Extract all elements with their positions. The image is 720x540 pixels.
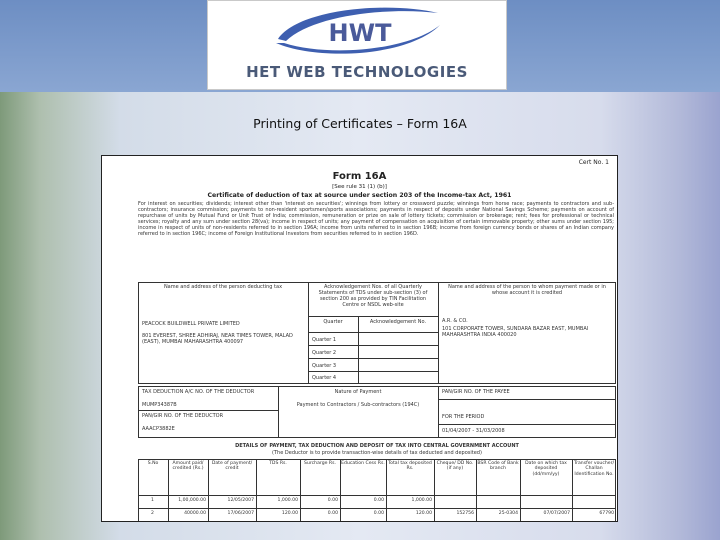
- certificate-title: Certificate of deduction of tax at source under section 203 of the Income-tax Act, 1961: [207, 192, 512, 199]
- pan-deductor-value: AAACP3882E: [142, 426, 175, 432]
- nature-value: Payment to Contractors / Sub-contractors (194C): [296, 402, 420, 408]
- table-header-divider: [138, 495, 616, 496]
- table-header-cell: S.No: [147, 461, 159, 466]
- slide-title: Printing of Certificates – Form 16A: [253, 116, 467, 131]
- company-logo: [207, 0, 507, 90]
- quarter-1: Quarter 1: [312, 337, 337, 343]
- deductor-name: PEACOCK BUILDWELL PRIVATE LIMITED: [142, 321, 240, 327]
- table-header-cell: Total tax deposited Rs.: [388, 461, 432, 472]
- table-cell: 1,000.00: [411, 498, 432, 503]
- table-row-divider: [138, 508, 616, 509]
- deductor-address: 801 EVEREST, SHREE ADHIRAJ, NEAR TIMES TOWER, MALAD (EAST), MUMBAI MAHARASHTRA 400097: [142, 333, 293, 345]
- ack-col-number: Acknowledgement No.: [369, 319, 427, 325]
- table-cell: 12/05/2007: [227, 498, 254, 503]
- table-cell: 0.00: [373, 498, 384, 503]
- logo-mark-text: HWT: [328, 19, 392, 47]
- nature-label: Nature of Payment: [334, 389, 382, 395]
- table-header-cell: TDS Rs.: [269, 461, 287, 466]
- table-header-cell: Education Cess Rs.: [341, 461, 385, 466]
- table-row-divider: [138, 521, 616, 522]
- table-cell: 152756: [456, 511, 474, 516]
- table-cell: 1: [151, 498, 154, 503]
- table-cell: 0.00: [373, 511, 384, 516]
- table-header-cell: BSR Code of Bank branch: [477, 461, 519, 472]
- form-subtitle: [See rule 31 (1) (b)]: [332, 184, 387, 190]
- form-cert-number: Cert No. 1: [578, 159, 609, 166]
- deductor-header: Name and address of the person deducting tax: [163, 284, 283, 290]
- quarter-3: Quarter 3: [312, 363, 337, 369]
- table-cell: 2: [151, 511, 154, 516]
- table-cell: 1,000.00: [277, 498, 298, 503]
- ack-header: Acknowledgement Nos. of all Quarterly Statements of TDS under sub-section (3) of section 200 as provided by TIN Facilitation Centre or NSDL web-site: [318, 284, 428, 308]
- form-preamble: For interest on securities; dividends; interest other than 'interest on securities'; winnings from lottery or crossword puzzle; winnings from horse race; payments to contractors and sub-contractors; insurance commission; payments to non-resident sportsmen/sports associations; payments in respect of deposits under National Savings Scheme; payments on account of repurchase of units by Mutual Fund or Unit Trust of India; commission, remuneration or prize on sale of lottery tickets; commission or brokerage; rent; fees for professional or technical services; royalty and any sum under section 28(va); income in respect of units; any payment of compensation on acquisition of certain immovable property; other sums under section 195; income in respect of units of non-residents referred to in section 196A; income from units referred to in section 196B; income from foreign currency bonds or shares of an Indian company referred to in section 196C; income of Foreign Institutional Investors from securities referred to in section 196D.: [138, 201, 614, 238]
- table-header-cell: Transfer voucher/ Challan Identification No.: [573, 461, 615, 477]
- table-cell: 07/07/2007: [543, 511, 570, 516]
- quarter-2: Quarter 2: [312, 350, 337, 356]
- table-cell: 0.00: [327, 498, 338, 503]
- table-cell: 1,00,000.00: [178, 498, 206, 503]
- table-header-cell: Surcharge Rs.: [304, 461, 336, 466]
- table-cell: 17/06/2007: [227, 511, 254, 516]
- table-header-cell: Date on which tax deposited (dd/mm/yy): [525, 461, 567, 477]
- quarter-4: Quarter 4: [312, 375, 337, 381]
- table-cell: 40000.00: [184, 511, 206, 516]
- table-cell: 67790: [599, 511, 614, 516]
- tan-label: TAX DEDUCTION A/C NO. OF THE DEDUCTOR: [142, 389, 255, 395]
- ack-col-quarter: Quarter: [323, 319, 343, 325]
- deductee-address: 101 CORPORATE TOWER, SUNDARA BAZAR EAST, MUMBAI MAHARASHTRA INDIA 400020: [442, 326, 589, 338]
- details-subtitle: (The Deductor is to provide transaction-wise details of tax deducted and deposited): [272, 450, 482, 456]
- deductee-name: A.R. & CO.: [442, 318, 468, 324]
- period-value: 01/04/2007 - 31/03/2008: [442, 428, 505, 434]
- table-header-cell: Cheque/ DD No. (if any): [436, 461, 474, 472]
- table-cell: 120.00: [281, 511, 298, 516]
- logo-mark-icon: [268, 3, 448, 59]
- pan-deductor-label: PAN/GIR NO. OF THE DEDUCTOR: [142, 413, 224, 419]
- form-16a-document: [101, 155, 618, 522]
- details-title: DETAILS OF PAYMENT, TAX DEDUCTION AND DEPOSIT OF TAX INTO CENTRAL GOVERNMENT ACCOUNT: [235, 443, 519, 449]
- table-header-cell: Date of payment/ credit: [211, 461, 253, 472]
- table-header-cell: Amount paid/ credited (Rs.): [172, 461, 204, 472]
- deductee-header: Name and address of the person to whom payment made or in whose account it is credited: [448, 284, 606, 296]
- form-title: Form 16A: [332, 171, 387, 182]
- tan-value: MUMP34387B: [142, 402, 177, 408]
- period-label: FOR THE PERIOD: [442, 414, 485, 420]
- table-cell: 0.00: [327, 511, 338, 516]
- table-cell: 25-0304: [498, 511, 518, 516]
- pan-deductee-label: PAN/GIR NO. OF THE PAYEE: [442, 389, 510, 395]
- table-cell: 120.00: [415, 511, 432, 516]
- company-name: HET WEB TECHNOLOGIES: [246, 63, 468, 81]
